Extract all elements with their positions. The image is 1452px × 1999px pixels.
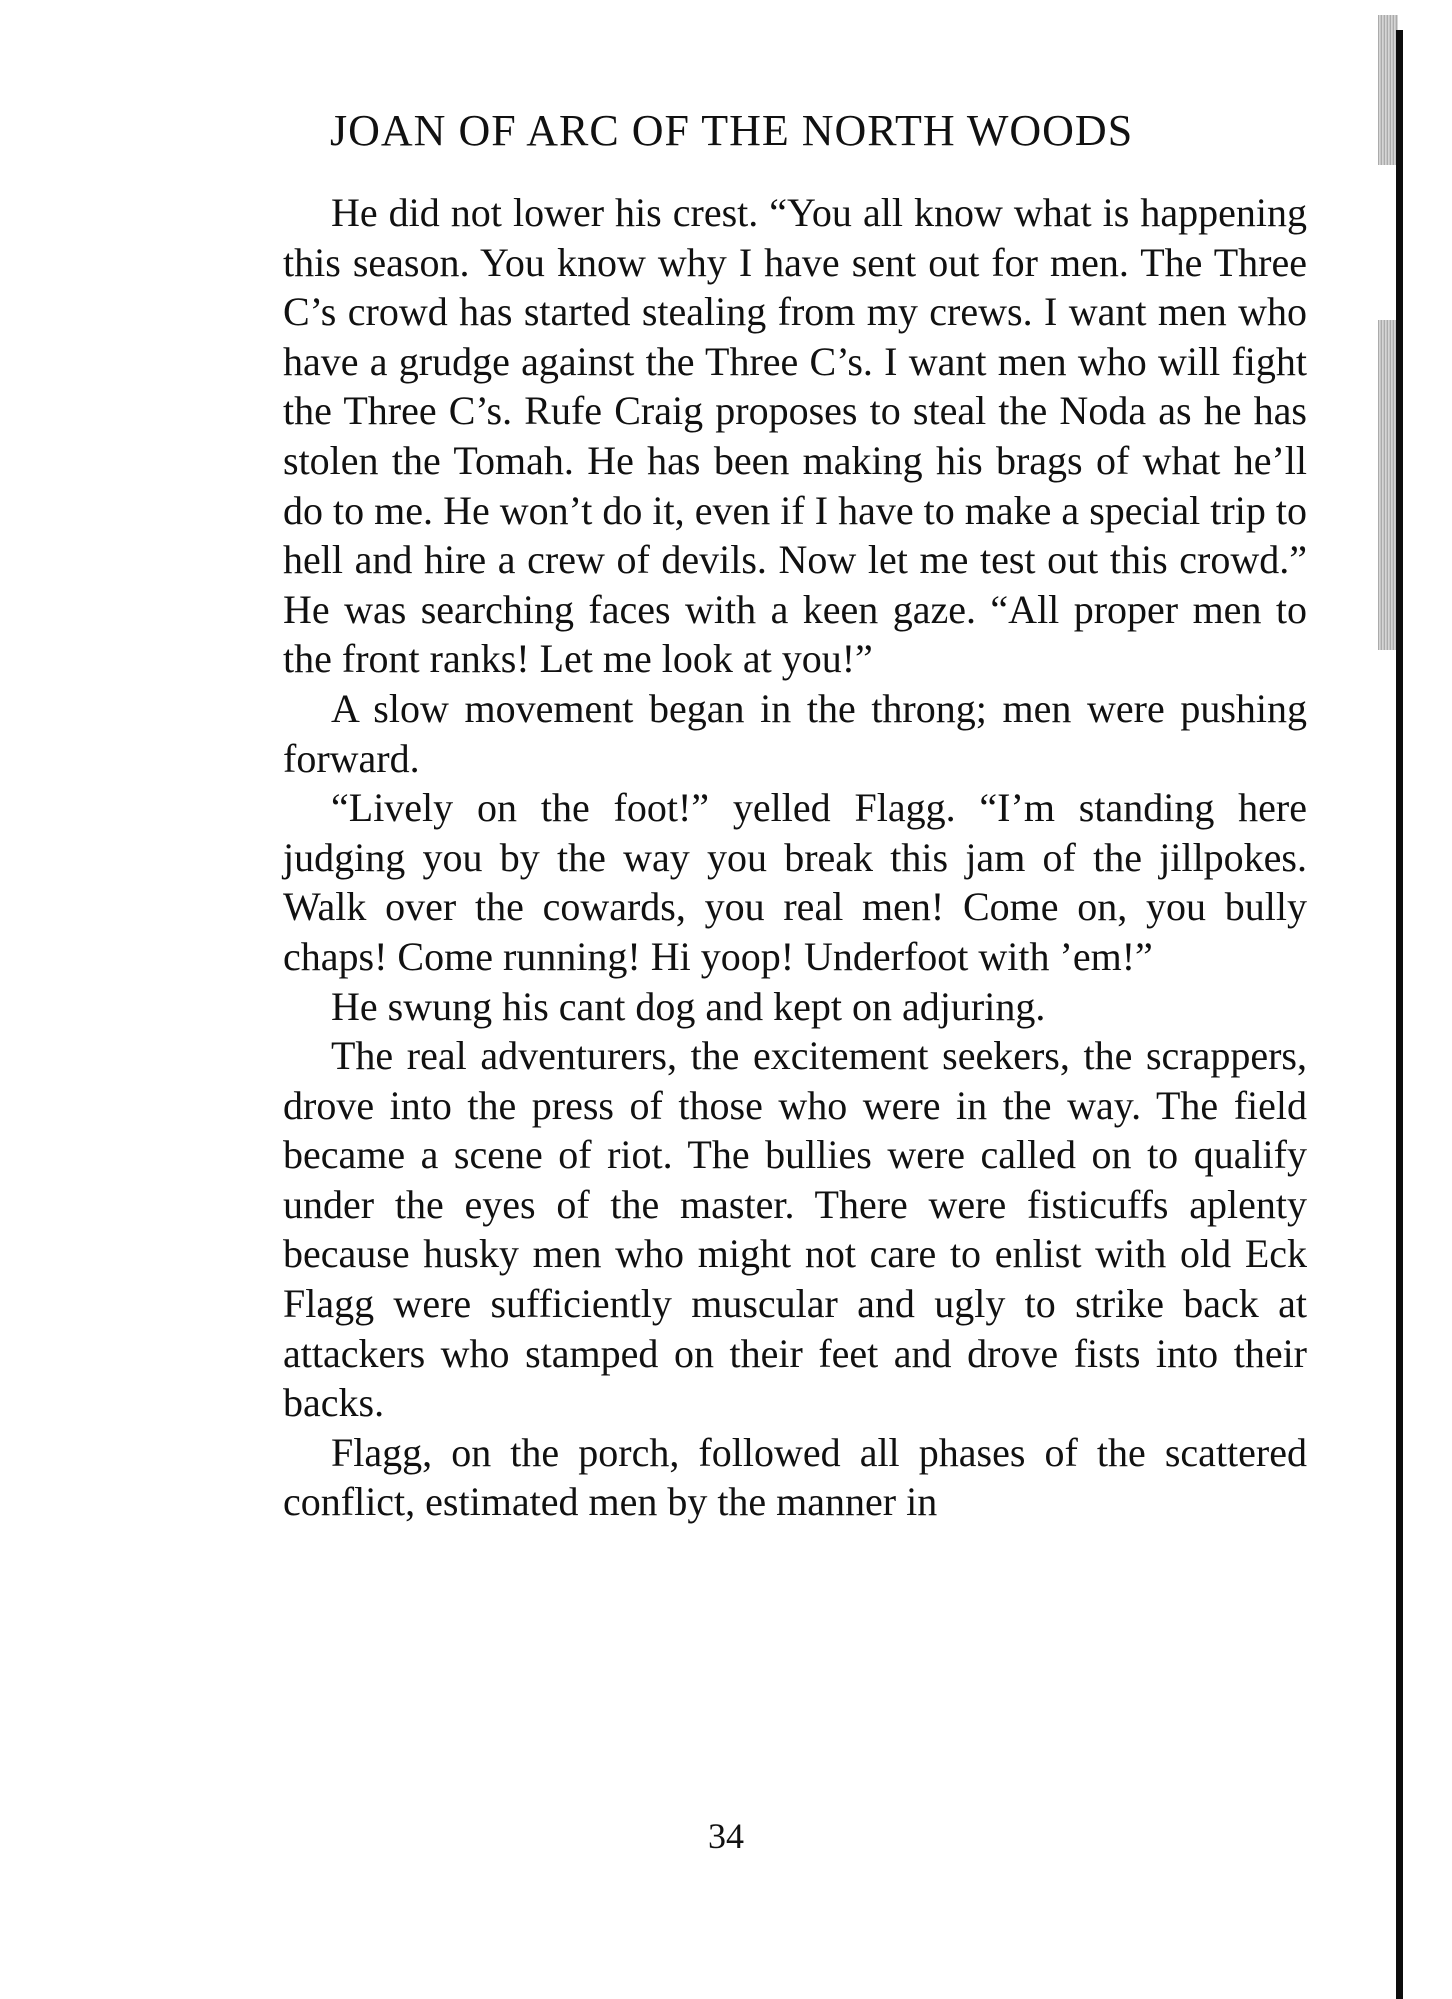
binding-shadow xyxy=(1378,15,1398,165)
page-number: 34 xyxy=(708,1816,744,1856)
paragraph: Flagg, on the porch, followed all phases of the scattered conflict, estimated men by the manner in xyxy=(283,1429,1307,1525)
paragraph: He swung his cant dog and kept on adjuring. xyxy=(331,983,1046,1029)
body-text xyxy=(283,188,1307,1527)
running-head: JOAN OF ARC OF THE NORTH WOODS xyxy=(330,106,1134,155)
paragraph: He did not lower his crest. “You all know what is happening this season. You know why I have sent out for men. The Three C’s crowd has started stealing from my crews. I want men who have a grudge against the Three C’s. I want men who will fight the Three C’s. Rufe Craig proposes to steal the Noda as he has stolen the Tomah. He has been making his brags of what he’ll do to me. He won’t do it, even if I have to make a special trip to hell and hire a crew of devils. Now let me test out this crowd.” He was searching faces with a keen gaze. “All proper men to the front ranks! Let me look at you!” xyxy=(283,190,1307,682)
paragraph: The real adventurers, the excitement seekers, the scrappers, drove into the press of those who were in the way. The field became a scene of riot. The bullies were called on to qualify under the eyes of the master. There were fisticuffs aplenty because husky men who might not care to enlist with old Eck Flagg were sufficiently muscular and ugly to strike back at attackers who stamped on their feet and drove fists into their backs. xyxy=(283,1033,1307,1426)
binding-shadow xyxy=(1378,320,1398,650)
paragraph: “Lively on the foot!” yelled Flagg. “I’m standing here judging you by the way you break this jam of the jillpokes. Walk over the cowards, you real men! Come on, you bully chaps! Come running! Hi yoop! Underfoot with ’em!” xyxy=(283,785,1307,979)
binding-edge xyxy=(1396,30,1403,1999)
paragraph: A slow movement began in the throng; men were pushing forward. xyxy=(283,685,1307,781)
